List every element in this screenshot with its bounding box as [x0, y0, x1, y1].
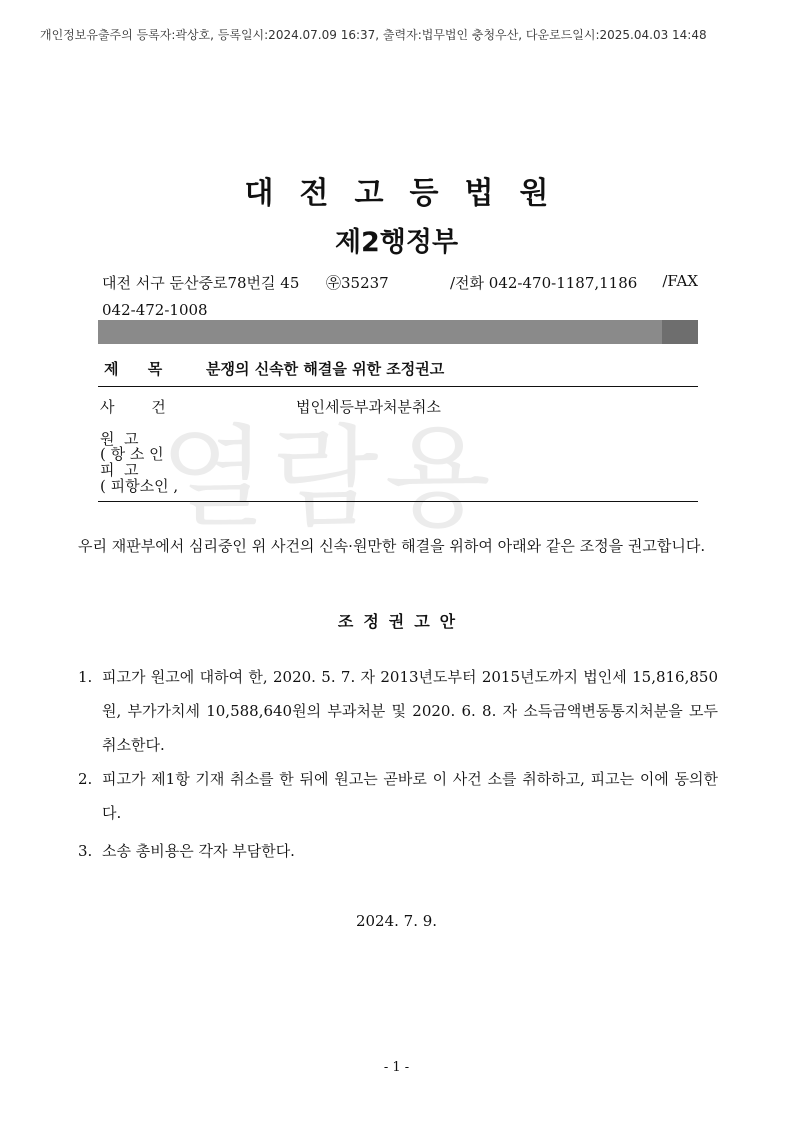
defendant-label: 피 고: [100, 461, 139, 479]
section-title: 조정권고안: [337, 612, 466, 631]
plaintiff-role: ( 항 소 인: [100, 445, 164, 463]
defendant-role: ( 피항소인 ,: [100, 477, 179, 495]
list-item: [78, 660, 718, 762]
postal-code: ㉾35237: [326, 274, 389, 292]
subject-value: 분쟁의 신속한 해결을 위한 조정권고: [206, 360, 445, 378]
item-text: 피고가 원고에 대하여 한, 2020. 5. 7. 자 2013년도부터 2015년도까지 법인세 15,816,850원, 부가가치세 10,588,640원의 부과처분 및 2020. 6. 8. 자 소득금액변동통지처분을 모두 취소한다.: [102, 668, 718, 754]
court-phone: /전화 042-470-1187,1186: [450, 274, 638, 292]
division-name: 제2행정부: [334, 227, 459, 258]
page-number: - 1 -: [383, 1060, 410, 1075]
divider-bottom: [98, 501, 698, 502]
plaintiff-label: 원 고: [100, 430, 139, 448]
watermark: 열람용: [160, 414, 497, 542]
redaction-bar: [98, 320, 698, 344]
item-number: 3.: [78, 842, 93, 860]
item-text: 피고가 제1항 기재 취소를 한 뒤에 원고는 곧바로 이 사건 소를 취하하고, 피고는 이에 동의한다.: [102, 770, 718, 822]
court-address: 대전 서구 둔산중로78번길 45: [102, 274, 300, 292]
fax-label: /FAX: [662, 272, 698, 290]
print-header: 개인정보유출주의 등록자:곽상호, 등록일시:2024.07.09 16:37, 출력자:법무법인 충청우산, 다운로드일시:2025.04.03 14:48: [40, 28, 707, 42]
court-name: 대전고등법원: [244, 176, 575, 211]
case-label: 사 건: [100, 398, 182, 416]
list-item: [78, 834, 718, 868]
fax-number: 042-472-1008: [102, 301, 208, 319]
subject-label: 제 목: [104, 360, 175, 378]
item-text: 소송 총비용은 각자 부담한다.: [102, 842, 295, 860]
list-item: [78, 762, 718, 830]
divider-top: [98, 386, 698, 387]
intro-paragraph: 우리 재판부에서 심리중인 위 사건의 신속·원만한 해결을 위하여 아래와 같은 조정을 권고합니다.: [78, 537, 706, 555]
item-number: 1.: [78, 668, 93, 686]
item-number: 2.: [78, 770, 93, 788]
case-value: 법인세등부과처분취소: [296, 398, 441, 416]
document-date: 2024. 7. 9.: [355, 912, 438, 930]
